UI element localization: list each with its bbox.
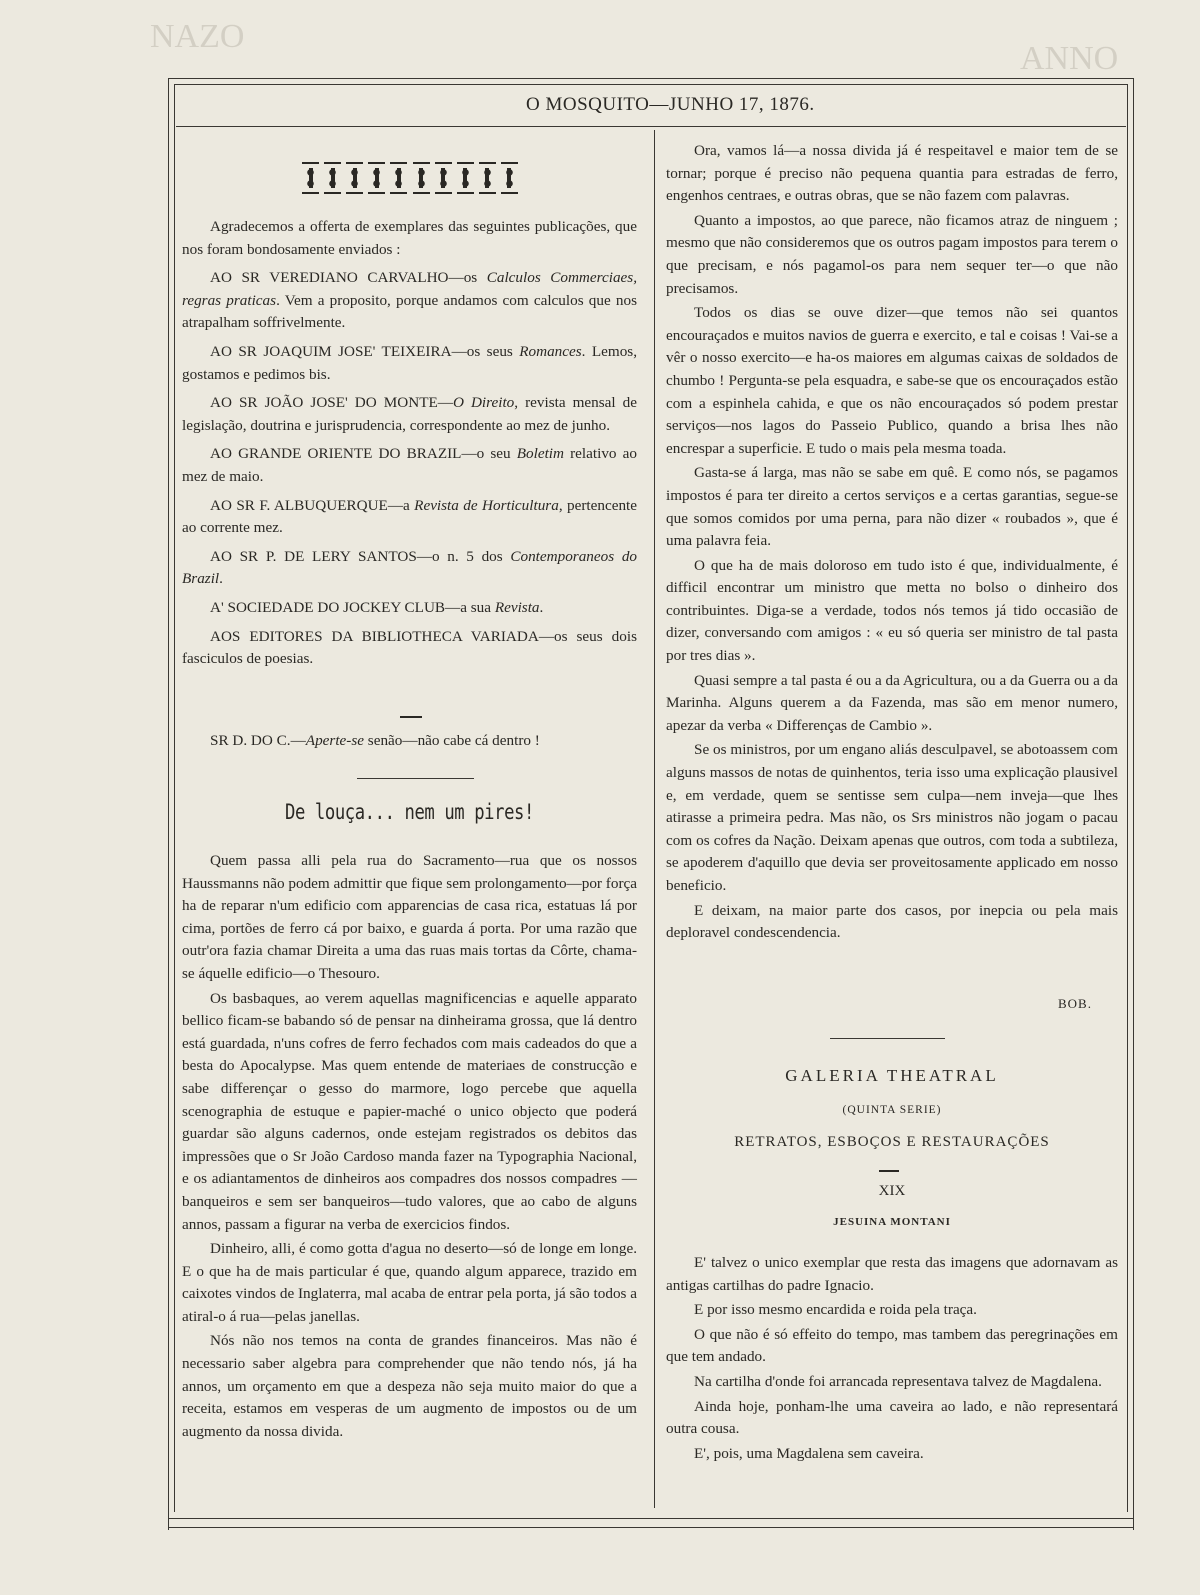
- ornate-letter: [346, 162, 363, 194]
- article-paragraph: Todos os dias se ouve dizer—que temos não sei quantos encouraçados e muitos navios de guerra e exercito, e tal e coisas ! Vai-se a vêr o nosso exercito—e ha-os maiores em algumas caixas de soldados de chumbo ! Pergunta-se pela esquadra, e sabe-se que os encouraçados estão com a espinhela cahida, e que os não encouraçados só podem prestar serviços—nos lagos do Passeio Publico, quando a brisa lhes não encrespar a superficie. E tudo o mais pela mesma toada.: [666, 304, 1118, 457]
- article-continuation: [666, 140, 1118, 947]
- ornate-letter: [435, 162, 452, 194]
- masthead-text: O MOSQUITO—JUNHO 17, 1876.: [526, 94, 815, 115]
- article-paragraph: Nós não nos temos na conta de grandes financeiros. Mas não é necessario saber algebra para comprehender que não tendo nós, já ha annos, um orçamento em que a despeza não seja muito maior do que a receita, estamos em vesperas de um augmento de impostos ou de um augmento da nossa divida.: [182, 1332, 637, 1440]
- acknowledgement-lead: AO SR F. ALBUQUERQUE—a: [210, 496, 415, 514]
- galeria-subtitle: RETRATOS, ESBOÇOS E RESTAURAÇÕES: [734, 1134, 1050, 1150]
- acknowledgement-title: Revista de Horticultura: [414, 496, 559, 514]
- ornate-letter: [457, 162, 474, 194]
- acknowledgement-lead: A' SOCIEDADE DO JOCKEY CLUB—a sua: [210, 598, 495, 616]
- bottom-border: [168, 1518, 1134, 1528]
- acknowledgement-item: [182, 626, 637, 671]
- acknowledgement-lead: AO GRANDE ORIENTE DO BRAZIL—o seu: [210, 445, 517, 463]
- article-paragraph: Gasta-se á larga, mas não se sabe em quê. E como nós, se pagamos impostos é para ter direito a certos serviços e a certas garantias, segue-se que somos comidos por uma perna, para não dizer « roubados », que é uma palavra feia.: [666, 464, 1118, 550]
- section-separator: [830, 1038, 945, 1039]
- acknowledgement-rest: .: [539, 598, 544, 616]
- article-paragraph: Os basbaques, ao verem aquellas magnificencias e aquelle apparato bellico ficam-se babando só de pensar na dinheirama grossa, que lá dentro está guardada, n'uns cofres de ferro fechados com mais cadeados do que a besta do Apocalypse. Mas quem entende de materiaes de construcção e sabe differençar o gesso do marmore, logo percebe que aquella scenographia de estuque e papier-maché o unico objecto que poderá guardar são alguns cadernos, onde estejam registrados os debitos das impressões que o Sr João Cardoso manda fazer na Typographia Nacional, e os adiantamentos de dinheiros aos compadres dos nossos compadres —banqueiros e sem ser banqueiros—tudo valores, que ao cabo de alguns annos, passam a figurar na verba de exercicios findos.: [182, 989, 637, 1233]
- ornate-letter: [368, 162, 385, 194]
- acknowledgement-lead: AO SR P. DE LERY SANTOS—o n. 5 dos: [210, 547, 511, 565]
- galeria-name: JESUINA MONTANI: [833, 1216, 951, 1228]
- expediente-section: [182, 216, 637, 677]
- expediente-intro: Agradecemos a offerta de exemplares das seguintes publicações, que nos foram bondosamente enviados :: [182, 218, 637, 258]
- acknowledgement-rest: , revista mensal de legislação, doutrina e jurisprudencia, correspondente ao mez de junho.: [182, 394, 637, 434]
- acknowledgement-item: [182, 546, 637, 591]
- ornate-letter: [390, 162, 407, 194]
- acknowledgement-item: [182, 341, 637, 386]
- sr-d-lead: SR D. DO C.—: [210, 732, 306, 749]
- acknowledgement-item: [182, 392, 637, 437]
- article-paragraph: O que ha de mais doloroso em tudo isto é que, individualmente, é difficil encontrar um ministro que metta no bolso o dinheiro dos contribuintes. Diga-se a verdade, todos nós temos já tido occasião de dizer, conversando com amigos : « eu só queria ser ministro de tal pasta por tres dias ».: [666, 556, 1118, 665]
- article-body: [182, 850, 637, 1445]
- sr-d-note: [182, 730, 637, 755]
- acknowledgement-lead: AO SR VEREDIANO CARVALHO—os: [210, 269, 487, 287]
- galeria-number: XIX: [878, 1183, 906, 1199]
- article-paragraph: Se os ministros, por um engano aliás desculpavel, se abotoassem com alguns massos de notas de quinhentos, teria isso uma explicação plausivel e, em verdade, quem se sentisse sem culpa—nem inveja—que lhes atirasse a primeira pedra. Mas não, os Srs ministros não jogam o pacau com os cofres da Nação. Deixam apenas que outros, com toda a subtileza, se apoderem d'aquillo que devia ser proveitosamente applicado em nosso beneficio.: [666, 741, 1118, 894]
- expediente-heading: [302, 160, 518, 196]
- acknowledgement-list: [182, 267, 637, 671]
- masthead-rule: [176, 126, 1126, 127]
- short-dash: [879, 1170, 899, 1172]
- short-dash: [400, 716, 422, 718]
- acknowledgement-rest: relativo ao mez de maio.: [182, 445, 637, 485]
- section-separator: [357, 778, 474, 779]
- article-paragraph: Ora, vamos lá—a nossa divida já é respeitavel e maior tem de se tornar; porque é preciso não pequena quantia para estradas de ferro, engenhos centraes, e outras obras, que se não fazem com palavras.: [666, 142, 1118, 205]
- acknowledgement-lead: AO SR JOAQUIM JOSE' TEIXEIRA—os seus: [210, 342, 520, 360]
- sr-d-paragraph: [182, 730, 637, 753]
- galeria-paragraph: E' talvez o unico exemplar que resta das imagens que adornavam as antigas cartilhas do padre Ignacio.: [666, 1254, 1118, 1294]
- acknowledgement-item: [182, 443, 637, 488]
- article-paragraph: Quasi sempre a tal pasta é ou a da Agricultura, ou a da Guerra ou a da Marinha. Alguns querem a da Fazenda, mas são em menor numero, apezar da verba « Differenças de Cambio ».: [666, 671, 1118, 734]
- acknowledgement-title: Contemporaneos do Brazil: [182, 547, 638, 588]
- galeria-body: [666, 1252, 1118, 1467]
- bleed-through-mark: ANNO: [1020, 40, 1119, 77]
- acknowledgement-lead: AOS EDITORES DA BIBLIOTHECA VARIADA—os seus dois fasciculos de poesias.: [182, 627, 637, 668]
- ornate-letter: [479, 162, 496, 194]
- acknowledgement-item: [182, 597, 637, 620]
- acknowledgement-title: Romances: [519, 342, 582, 360]
- column-divider: [654, 130, 655, 1508]
- article-paragraph: E deixam, na maior parte dos casos, por inepcia ou pela mais deploravel condescendencia.: [666, 901, 1118, 942]
- acknowledgement-rest: . Lemos, gostamos e pedimos bis.: [182, 342, 637, 383]
- acknowledgement-title: Revista: [494, 598, 540, 616]
- article-signature: BOB.: [1058, 996, 1092, 1011]
- ornate-letter: [302, 162, 319, 194]
- acknowledgement-rest: , pertencente ao corrente mez.: [182, 496, 638, 537]
- article-paragraph: Quanto a impostos, ao que parece, não ficamos atraz de ninguem ; mesmo que não consideremos que os outros pagam impostos para terem o que precisam, e nós pagamol-os para nem sequer ter—o que não precisamos.: [666, 211, 1118, 297]
- article-title: De louça... nem um pires!: [285, 800, 534, 824]
- galeria-paragraph: E', pois, uma Magdalena sem caveira.: [694, 1444, 924, 1462]
- acknowledgement-item: [182, 267, 637, 335]
- acknowledgement-title: Calculos Commerciaes, regras praticas: [182, 269, 637, 309]
- ornate-letter: [413, 162, 430, 194]
- acknowledgement-lead: AO SR JOÃO JOSE' DO MONTE—: [210, 394, 453, 412]
- ornate-letter: [501, 162, 518, 194]
- article-paragraph: Quem passa alli pela rua do Sacramento—rua que os nossos Haussmanns não podem admittir que fique sem prolongamento—por força ha de reparar n'um edificio com apparencias de casa rica, estatuas lá por cima, portões de ferro cá por baixo, e guarda á porta. Por uma razão que outr'ora fazia chamar Direita a uma das ruas mais tortas da Côrte, chama-se áquelle edificio—o Thesouro.: [182, 852, 637, 982]
- ornate-letter: [324, 162, 341, 194]
- acknowledgement-rest: . Vem a proposito, porque andamos com calculos que nos atrapalham soffrivelmente.: [182, 291, 637, 332]
- galeria-title: GALERIA THEATRAL: [785, 1066, 999, 1085]
- galeria-paragraph: Ainda hoje, ponham-lhe uma caveira ao lado, e não representará outra cousa.: [666, 1397, 1118, 1438]
- galeria-paragraph: O que não é só effeito do tempo, mas tambem das peregrinações em que tem andado.: [666, 1325, 1118, 1366]
- acknowledgement-title: Boletim: [516, 445, 564, 463]
- masthead: [176, 88, 1126, 122]
- sr-d-rest: senão—não cabe cá dentro !: [364, 732, 540, 749]
- acknowledgement-title: O Direito: [452, 394, 515, 412]
- acknowledgement-rest: .: [219, 570, 223, 588]
- sr-d-italic: Aperte-se: [305, 732, 364, 749]
- galeria-paragraph: E por isso mesmo encardida e roida pela traça.: [694, 1301, 977, 1319]
- galeria-series: (QUINTA SERIE): [842, 1104, 942, 1116]
- acknowledgement-item: [182, 495, 637, 540]
- bleed-through-mark: NAZO: [150, 18, 245, 55]
- article-paragraph: Dinheiro, alli, é como gotta d'agua no deserto—só de longe em longe. E o que ha de mais particular é que, quando algum apparece, trazido em caixotes vindos de Inglaterra, mal acaba de entrar pela porta, já são todos a atiral-o á rua—pelas janellas.: [182, 1240, 638, 1325]
- galeria-paragraph: Na cartilha d'onde foi arrancada representava talvez de Magdalena.: [694, 1372, 1102, 1390]
